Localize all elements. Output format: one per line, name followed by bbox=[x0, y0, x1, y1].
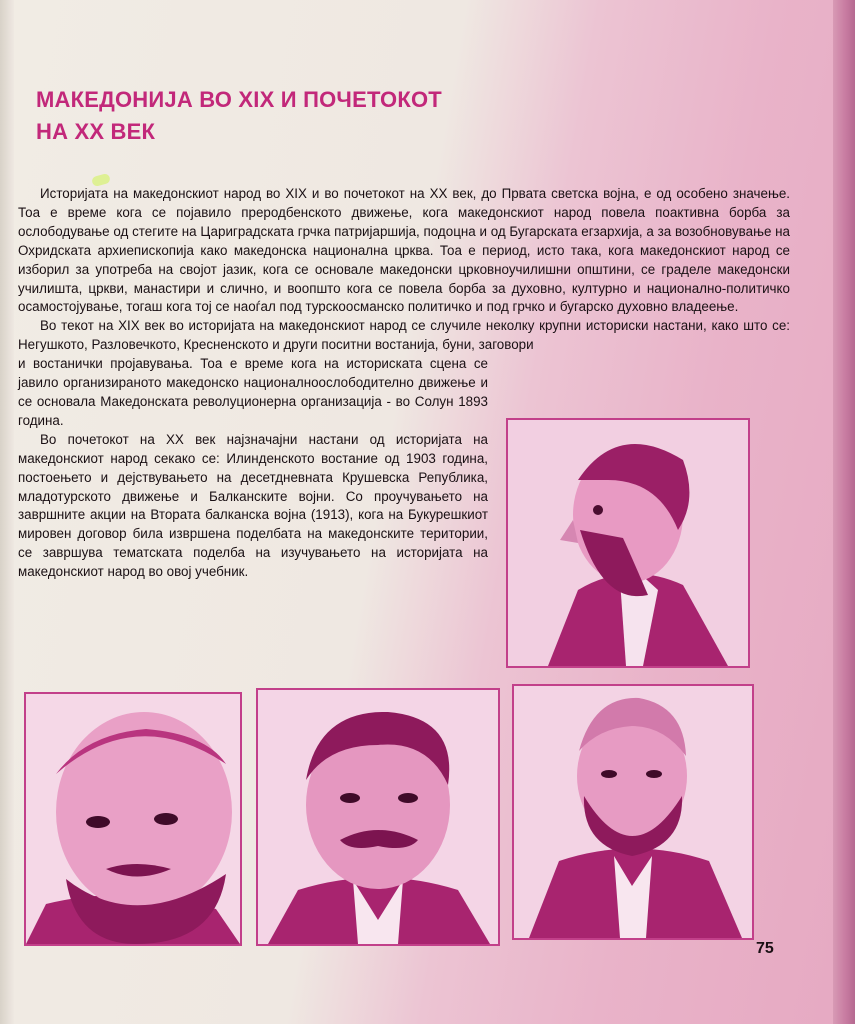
chapter-title bbox=[36, 84, 496, 148]
portrait-photo-1 bbox=[506, 418, 750, 668]
paragraph-3: Во почетокот на XX век најзначајни настани од историјата на македонскиот народ секако се: Илинденското востание од 1903 година, постоењето и дејствувањето на десетдневната Крушевска Република, младотурското движење и Балканските војни. Со проучувањето на завршните акции на Втората балканска војна (1913), кога на Букурешкиот мировен договор била извршена поделбата на македонските територии, се завршува тематската поделба на изучувањето на историјата на македонскиот народ во овој учебник. bbox=[18, 431, 488, 580]
page-right-edge bbox=[833, 0, 855, 1024]
page-number: 75 bbox=[756, 940, 774, 957]
chapter-title-line-1: МАКЕДОНИЈА ВО XIX И ПОЧЕТОКОТ bbox=[36, 87, 442, 112]
paragraph-1: Историјата на македонскиот народ во XIX и во почетокот на XX век, до Првата светска војна, е од особено значење. Тоа е време кога се појавило преродбенското движење, кога македонскиот народ повела поактивна борба за ослободување од стегите на Цариградската грчка патријаршија, подоцна и од Бугарската егзархија, а за возобновување на Охридската архиепископија како македонска национална црква. Тоа е период, исто така, кога македонскиот народ се изборил за употреба на својот јазик, кога се основале македонски црковноучилишни општини, се граделе македонски училишта, цркви, манастири и слично, и воопшто кога се повела борба за духовно, културно и национално-политичко осамостојување, тогаш кога тој се наоѓал под турскоосманско политичко и под грчко и бугарско духовно владеење. bbox=[18, 186, 790, 315]
portrait-photo-3 bbox=[256, 688, 500, 946]
page-binding-edge bbox=[0, 0, 14, 1024]
portrait-photo-2 bbox=[24, 692, 242, 946]
portrait-photo-4 bbox=[512, 684, 754, 940]
paragraph-2-intro: Во текот на XIX век во историјата на македонскиот народ се случиле неколку крупни историски настани, како што се: Негушкото, Разловечкото, Кресненското и други поситни востанија, буни, заговори bbox=[18, 318, 790, 353]
paragraph-2-continued: и востанички пројавувања. Тоа е време кога на историската сцена се јавило организираното македонско националноослободително движење и се основала Македонската револуционерна организација - во Солун 1893 година. bbox=[18, 356, 488, 428]
chapter-title-line-2: НА XX ВЕК bbox=[36, 119, 156, 144]
